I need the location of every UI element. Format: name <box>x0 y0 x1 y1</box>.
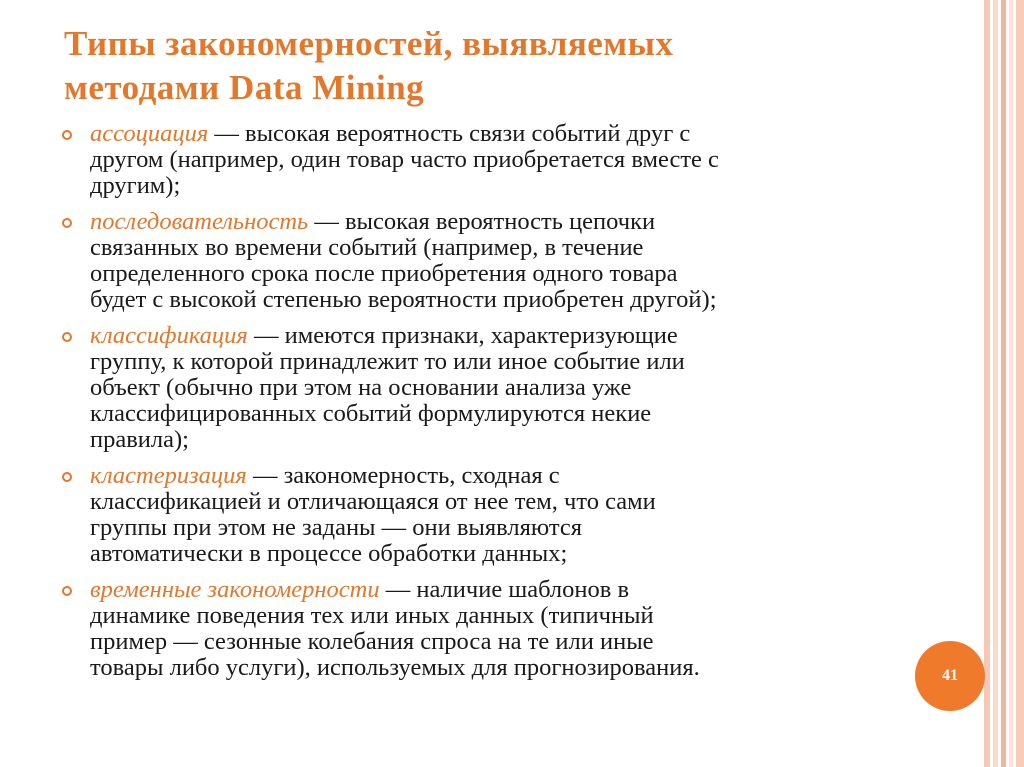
item-text-line: классификацией и отличающаяся от нее тем, что сами <box>90 488 656 515</box>
list-item-sequence <box>56 209 906 313</box>
term-label: кластеризация <box>90 462 247 489</box>
item-text-line: товары либо услуги), используемых для прогнозирования. <box>90 654 700 681</box>
item-text-line: объект (обычно при этом на основании анализа уже <box>90 374 632 401</box>
item-text-line: группы при этом не заданы — они выявляются <box>90 514 583 541</box>
term-label: временные закономерности <box>90 576 380 603</box>
item-text-line: автоматически в процессе обработки данных; <box>90 540 568 567</box>
item-text-line: группу, к которой принадлежит то или иное событие или <box>90 348 685 375</box>
bullet-list <box>56 121 906 691</box>
bullet-icon <box>62 586 72 596</box>
bullet-icon <box>62 218 72 228</box>
decorative-stripe <box>993 0 998 767</box>
page-number-badge <box>915 641 985 711</box>
term-label: ассоциация <box>90 120 209 147</box>
list-item-association <box>56 121 906 199</box>
decorative-stripe <box>984 0 990 767</box>
slide-title-line-2: методами Data Mining <box>64 68 425 107</box>
slide-title-line-1: Типы закономерностей, выявляемых <box>64 24 674 63</box>
item-text-line: — закономерность, сходная с <box>252 462 560 489</box>
item-text-line: определенного срока после приобретения одного товара <box>90 260 678 287</box>
bullet-icon <box>62 472 72 482</box>
item-text-line: динамике поведения тех или иных данных (типичный <box>90 602 654 629</box>
decorative-stripe <box>1016 0 1024 767</box>
item-text-line: другом (например, один товар часто приобретается вместе с <box>90 146 719 173</box>
slide-title <box>64 22 964 110</box>
item-text-line: будет с высокой степенью вероятности приобретен другой); <box>90 286 717 313</box>
term-label: классификация <box>90 322 248 349</box>
decorative-stripe <box>1009 0 1013 767</box>
item-text-line: правила); <box>90 426 189 453</box>
item-text-line: — высокая вероятность связи событий друг с <box>214 120 691 147</box>
term-label: последовательность <box>90 208 309 235</box>
list-item-classification <box>56 323 906 453</box>
item-text-line: другим); <box>90 172 181 199</box>
item-text-line: — наличие шаблонов в <box>385 576 630 603</box>
list-item-temporal-patterns <box>56 577 906 681</box>
page-number: 41 <box>942 667 958 684</box>
bullet-icon <box>62 130 72 140</box>
bullet-icon <box>62 332 72 342</box>
list-item-clustering <box>56 463 906 567</box>
item-text-line: классифицированных событий формулируются некие <box>90 400 652 427</box>
decorative-stripe <box>1001 0 1006 767</box>
item-text-line: — высокая вероятность цепочки <box>314 208 656 235</box>
item-text-line: связанных во времени событий (например, в течение <box>90 234 644 261</box>
item-text-line: пример — сезонные колебания спроса на те или иные <box>90 628 654 655</box>
item-text-line: — имеются признаки, характеризующие <box>253 322 678 349</box>
